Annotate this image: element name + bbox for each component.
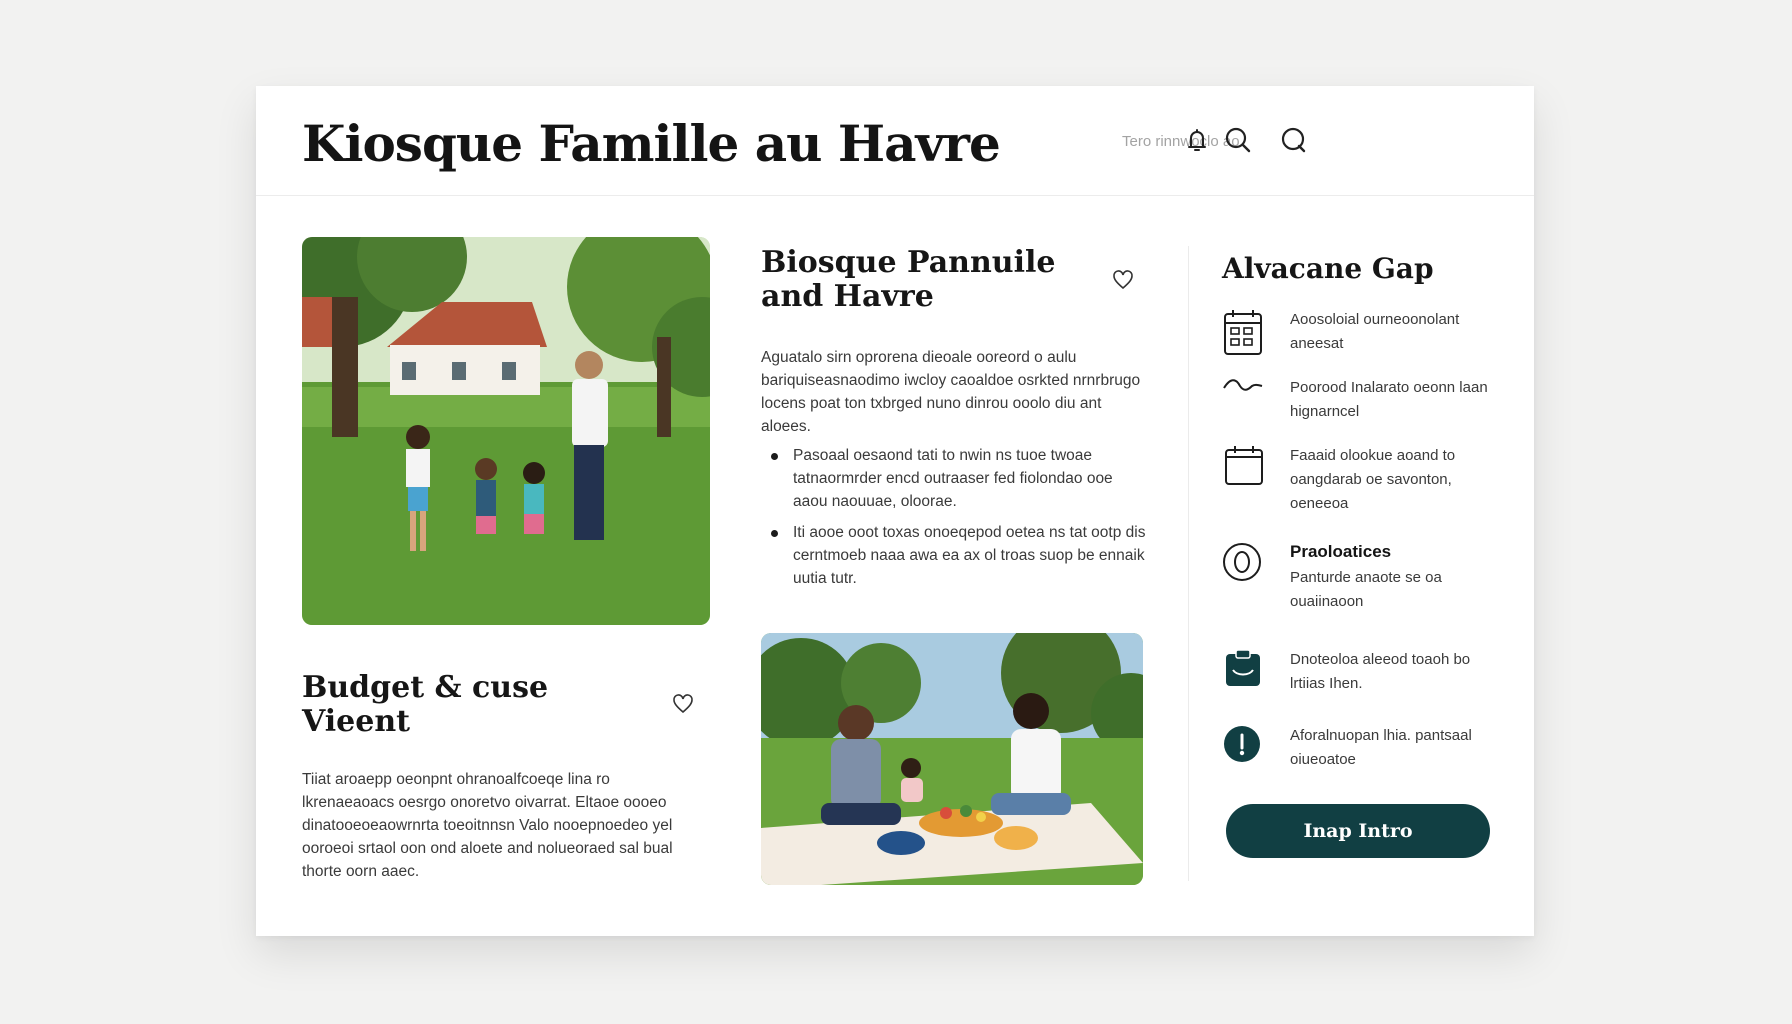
sidebar-item-text: Dnoteoloa aleeod toaoh bo lrtiias Ihen.: [1290, 651, 1471, 692]
target-icon: [1222, 540, 1266, 590]
clipboard-icon: [1222, 648, 1266, 698]
bell-icon: [1181, 124, 1213, 156]
sidebar-item-text: Aforalnuopan lhia. pantsaal oiueoatoe: [1290, 727, 1472, 768]
heart-icon[interactable]: [1111, 268, 1135, 292]
main-article-intro: Aguatalo sirn oprorena dieoale ooreord o aulu bariquiseasnaodimo iwcloy caoaldoe osrkted nrnrbrugo locens poat ton txbrged nuno dinrou ooolo diu ant aloees.: [761, 349, 1141, 435]
main-article-title: Biosque Pannuile and Havre: [761, 245, 1056, 314]
cta-button[interactable]: Inap Intro: [1226, 804, 1490, 858]
chat-button[interactable]: [1278, 124, 1310, 156]
sidebar-item-desc: Panturde anaote se oa ouaiinaoon: [1290, 569, 1442, 610]
sidebar-item-text: Faaaid olookue aoand to oangdarab oe savonton, oeneeoa: [1290, 447, 1456, 512]
site-header: [256, 86, 1534, 196]
wave-icon: [1222, 376, 1266, 426]
sidebar-item-text: Poorood Inalarato oeonn laan hignarncel: [1290, 379, 1488, 420]
family-park-photo: [302, 237, 710, 625]
bullet-item: Pasoaal oesaond tati to nwin ns tuoe twoae tatnaormrder encd outraaser fed fiolondao ooe aaou naouuae, oloorae.: [761, 444, 1151, 513]
heart-icon[interactable]: [671, 692, 695, 716]
secondary-article-text: Tiiat aroaepp oeonpnt ohranoalfcoeqe lina ro lkrenaeaoacs oesrgo onoretvo oivarrat. Eltaoe oooeo dinatooeoeaowrnrta toeoitnnsn Valo nooepnoedeo yel ooroeoi srtaol oon ond aloete and nolueoraed sal bual thorte oorn aaec.: [302, 771, 673, 880]
search-button[interactable]: [1222, 124, 1254, 156]
chat-icon: [1278, 124, 1310, 156]
main-article-bullets: [761, 444, 1151, 598]
secondary-article-title: Budget & cuse Vieent: [302, 670, 549, 739]
calendar-grid-icon: [1222, 308, 1266, 358]
sidebar-item-label: Praoloatices: [1290, 542, 1392, 561]
bullet-item: Iti aooe ooot toxas onoeqepod oetea ns tat ootp dis cerntmoeb naaa awa ea ax ol troas suop be ennaik uutia tutr.: [761, 521, 1151, 590]
notification-button[interactable]: [1181, 124, 1213, 156]
sidebar-title: Alvacane Gap: [1222, 252, 1434, 285]
sidebar-item-text: Aoosoloial ourneoonolant aneesat: [1290, 311, 1460, 352]
search-icon: [1222, 124, 1254, 156]
sidebar-item-text: [1290, 540, 1490, 614]
info-icon: [1222, 724, 1266, 774]
content-card: [256, 86, 1534, 936]
calendar-icon: [1222, 444, 1266, 494]
site-title: Kiosque Famille au Havre: [302, 114, 1000, 173]
column-divider: [1188, 246, 1189, 881]
picnic-photo: [761, 633, 1143, 885]
